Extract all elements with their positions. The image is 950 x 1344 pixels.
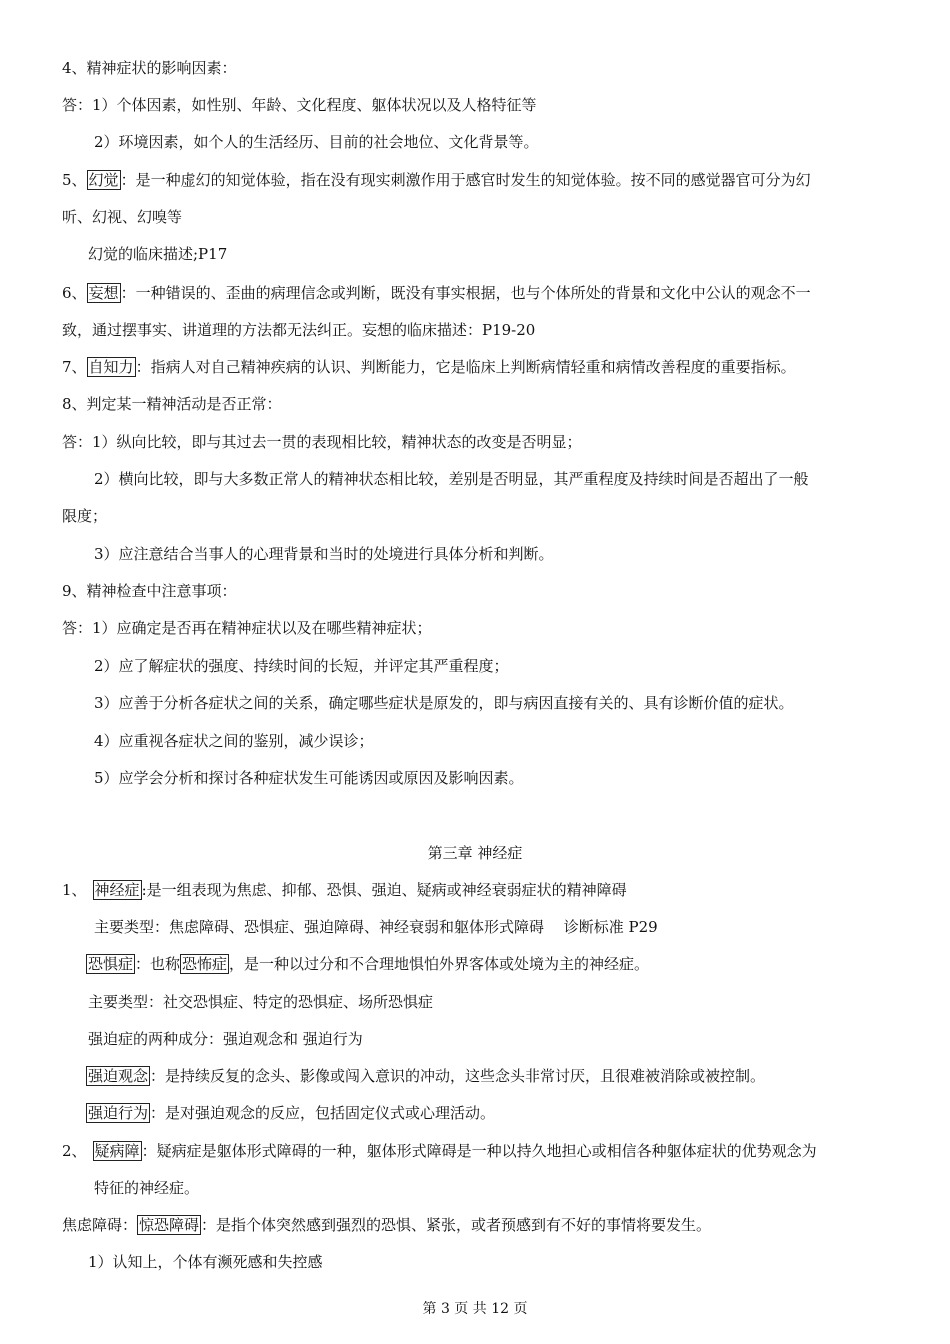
definition-text: ：疑病症是躯体形式障碍的一种，躯体形式障碍是一种以持久地担心或相信各种躯体症状的优势观念为 <box>141 1142 817 1160</box>
definition-text: ：是指个体突然感到强烈的恐惧、紧张，或者预感到有不好的事情将要发生。 <box>201 1216 712 1234</box>
text-line <box>88 992 433 1012</box>
answer-text: 3）应注意结合当事人的心理背景和当时的处境进行具体分析和判断。 <box>94 545 554 563</box>
list-text: 1）认知上，个体有濒死感和失控感 <box>88 1253 323 1271</box>
boxed-term: 惊恐障碍 <box>139 1216 200 1234</box>
boxed-term: 神经症 <box>94 881 140 899</box>
text-line <box>86 1066 765 1086</box>
item-number: 1、 <box>62 881 87 899</box>
chapter-title: 第三章 神经症 <box>427 844 523 862</box>
definition-text: ，是一种以过分和不合理地惧怕外界客体或处境为主的神经症。 <box>229 955 650 973</box>
text-line <box>62 432 582 452</box>
text-line <box>94 693 794 713</box>
answer-text: 答：1）应确定是否再在精神症状以及在哪些精神症状； <box>62 619 432 637</box>
text-line <box>62 95 537 115</box>
item-number: 2、 <box>62 1142 87 1160</box>
text-line <box>62 207 182 227</box>
definition-text: ：一种错误的、歪曲的病理信念或判断，既没有事实根据，也与个体所处的背景和文化中公认的观念不一 <box>120 284 811 302</box>
text-line <box>62 1141 817 1161</box>
answer-text: 2）应了解症状的强度、持续时间的长短，并评定其严重程度； <box>94 657 509 675</box>
text-line <box>62 618 432 638</box>
definition-text: ：也称 <box>135 955 181 973</box>
item-heading: 9、精神检查中注意事项： <box>62 582 237 600</box>
item-number: 5、 <box>62 171 87 189</box>
reference-text: 幻觉的临床描述;P17 <box>88 245 228 263</box>
definition-text: ：是对强迫观念的反应，包括固定仪式或心理活动。 <box>150 1104 496 1122</box>
answer-text: 答：1）个体因素，如性别、年龄、文化程度、躯体状况以及人格特征等 <box>62 96 537 114</box>
text-line <box>86 1103 495 1123</box>
definition-text: 特征的神经症。 <box>94 1179 200 1197</box>
list-text: 主要类型：社交恐惧症、特定的恐惧症、场所恐惧症 <box>88 993 434 1011</box>
item-number: 7、 <box>62 358 87 376</box>
text-line <box>94 917 658 937</box>
text-line <box>94 656 509 676</box>
boxed-term: 强迫行为 <box>88 1104 149 1122</box>
boxed-term: 幻觉 <box>88 171 119 189</box>
section-label: 焦虑障碍： <box>62 1216 138 1234</box>
item-number: 6、 <box>62 284 87 302</box>
boxed-term: 强迫观念 <box>88 1067 149 1085</box>
definition-text: ：指病人对自己精神疾病的认识、判断能力，它是临床上判断病情轻重和病情改善程度的重要指标。 <box>135 358 796 376</box>
boxed-term: 自知力 <box>88 358 134 376</box>
text-line <box>62 58 237 78</box>
answer-text: 5）应学会分析和探讨各种症状发生可能诱因或原因及影响因素。 <box>94 769 524 787</box>
answer-text: 4）应重视各症状之间的鉴别，减少误诊； <box>94 732 374 750</box>
answer-text: 2）环境因素，如个人的生活经历、目前的社会地位、文化背景等。 <box>94 133 539 151</box>
answer-text: 2）横向比较，即与大多数正常人的精神状态相比较，差别是否明显，其严重程度及持续时间是否超出了一般 <box>94 470 809 488</box>
text-line <box>88 1029 363 1049</box>
definition-text: :是一组表现为焦虑、抑郁、恐惧、强迫、疑病或神经衰弱症状的精神障碍 <box>141 881 627 899</box>
text-line <box>62 394 282 414</box>
text-line <box>62 320 535 340</box>
list-text: 强迫症的两种成分：强迫观念和 强迫行为 <box>88 1030 363 1048</box>
text-line <box>94 731 374 751</box>
text-line <box>94 1178 199 1198</box>
boxed-term: 恐怖症 <box>182 955 228 973</box>
page-footer: 第 3 页 共 12 页 <box>422 1301 528 1317</box>
item-heading: 8、判定某一精神活动是否正常： <box>62 395 282 413</box>
text-line <box>88 1252 323 1272</box>
text-line <box>62 506 107 526</box>
text-line <box>94 469 809 489</box>
text-line <box>86 954 649 974</box>
boxed-term: 妄想 <box>88 284 119 302</box>
text-line <box>62 880 627 900</box>
boxed-term: 恐惧症 <box>88 955 134 973</box>
definition-text: 听、幻视、幻嗅等 <box>62 208 183 226</box>
text-line <box>94 768 524 788</box>
text-line <box>62 357 796 377</box>
text-line <box>94 132 539 152</box>
text-line <box>62 1215 711 1235</box>
text-line <box>62 170 811 190</box>
text-line <box>88 244 227 264</box>
answer-text: 限度； <box>62 507 108 525</box>
answer-text: 3）应善于分析各症状之间的关系，确定哪些症状是原发的，即与病因直接有关的、具有诊断价值的症状。 <box>94 694 794 712</box>
text-line <box>94 544 554 564</box>
definition-text: ：是持续反复的念头、影像或闯入意识的冲动，这些念头非常讨厌，且很难被消除或被控制。 <box>150 1067 766 1085</box>
item-heading: 4、精神症状的影响因素： <box>62 59 237 77</box>
definition-text: 致，通过摆事实、讲道理的方法都无法纠正。妄想的临床描述：P19-20 <box>62 321 536 339</box>
definition-text: ：是一种虚幻的知觉体验，指在没有现实刺激作用于感官时发生的知觉体验。按不同的感觉器官可分为幻 <box>120 171 811 189</box>
answer-text: 答：1）纵向比较，即与其过去一贯的表现相比较，精神状态的改变是否明显； <box>62 433 582 451</box>
text-line <box>62 581 237 601</box>
list-text: 主要类型：焦虑障碍、恐惧症、强迫障碍、神经衰弱和躯体形式障碍 诊断标准 P29 <box>94 918 658 936</box>
text-line <box>62 283 811 303</box>
boxed-term: 疑病障 <box>94 1142 140 1160</box>
